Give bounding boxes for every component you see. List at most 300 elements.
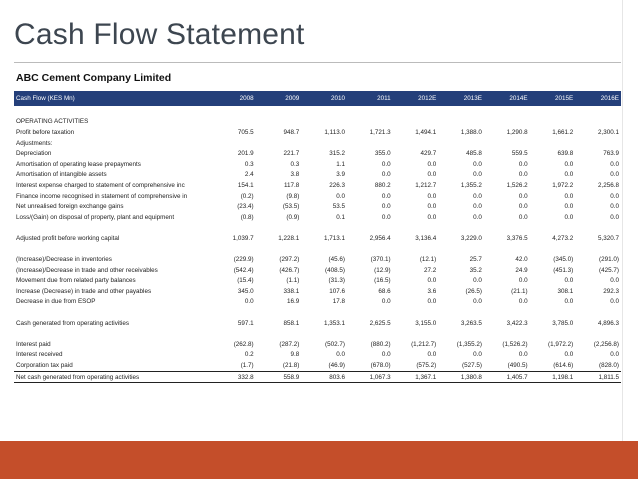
cell-value: 4,896.3 xyxy=(597,319,619,327)
cell-value: 292.3 xyxy=(603,287,619,295)
cell-value: 429.7 xyxy=(420,150,437,158)
cell-value xyxy=(256,117,302,128)
cell-value: 0.0 xyxy=(381,160,391,168)
cell-value: 2,956.4 xyxy=(369,234,391,242)
cell-value: (451.3) xyxy=(553,266,574,274)
cell-value xyxy=(256,307,302,318)
table-row xyxy=(14,191,621,202)
row-label: Amortisation of intangible assets xyxy=(16,171,107,179)
row-label: Amortisation of operating lease prepayments xyxy=(16,160,141,168)
cell-value: 2.4 xyxy=(244,171,254,179)
cell-value: (21.1) xyxy=(511,287,528,295)
cell-value: 0.0 xyxy=(427,298,437,306)
cell-value: 201.9 xyxy=(237,150,254,158)
year-header: 2014E xyxy=(509,95,528,102)
cell-value xyxy=(575,307,621,318)
year-header: 2016E xyxy=(600,95,619,102)
cell-value: (291.0) xyxy=(599,256,619,264)
cell-value: 3,155.0 xyxy=(415,319,437,327)
table-row xyxy=(14,117,621,128)
cell-value: 485.8 xyxy=(466,150,482,158)
cell-value xyxy=(393,106,439,117)
cell-value: 24.9 xyxy=(515,266,528,274)
cell-value: (527.5) xyxy=(461,362,482,370)
cell-value: 0.0 xyxy=(610,192,619,200)
cell-value xyxy=(530,138,576,149)
row-label xyxy=(14,223,210,234)
cell-value: 154.1 xyxy=(237,181,254,189)
cell-value: 16.9 xyxy=(287,298,300,306)
cell-value: 1,494.1 xyxy=(415,128,437,136)
cell-value: 3,263.5 xyxy=(460,319,482,327)
cell-value: 597.1 xyxy=(237,319,254,327)
cell-value: (1,212.7) xyxy=(411,340,437,348)
cell-value: 221.7 xyxy=(283,150,300,158)
cell-value: 68.6 xyxy=(378,287,391,295)
cell-value: (297.2) xyxy=(279,256,300,264)
cell-value: 4,273.2 xyxy=(552,234,574,242)
row-label xyxy=(14,244,210,255)
table-row xyxy=(14,138,621,149)
cell-value xyxy=(210,223,256,234)
table-row xyxy=(14,212,621,223)
cell-value: (1,972.2) xyxy=(548,340,574,348)
cell-value: 0.0 xyxy=(473,213,482,221)
cell-value: 0.0 xyxy=(564,351,574,359)
cell-value: 0.0 xyxy=(381,298,391,306)
cell-value: (0.9) xyxy=(286,213,300,221)
cell-value: 3,376.5 xyxy=(506,234,528,242)
cell-value: 0.0 xyxy=(381,213,391,221)
cell-value: 3,136.4 xyxy=(415,234,437,242)
table-row xyxy=(14,233,621,244)
cell-value: 763.9 xyxy=(603,150,619,158)
cell-value: (1.7) xyxy=(240,362,254,370)
cell-value: 0.0 xyxy=(564,298,574,306)
cell-value: 0.0 xyxy=(518,203,528,211)
cell-value xyxy=(347,223,393,234)
cell-value: 3.9 xyxy=(336,171,345,179)
cell-value: 0.0 xyxy=(610,351,619,359)
cell-value: 1,355.2 xyxy=(460,181,482,189)
row-label: Net unrealised foreign exchange gains xyxy=(16,203,124,211)
cell-value: 0.0 xyxy=(518,298,528,306)
row-label: Adjustments: xyxy=(16,139,53,147)
row-label xyxy=(14,307,210,318)
spacer-row xyxy=(14,328,621,339)
cell-value: 0.0 xyxy=(564,213,574,221)
row-label: Interest received xyxy=(16,351,63,359)
cell-value: 0.0 xyxy=(473,160,482,168)
cell-value: 0.0 xyxy=(564,203,574,211)
cell-value xyxy=(438,307,484,318)
cell-value: 1.1 xyxy=(336,160,345,168)
spacer-row xyxy=(14,106,621,117)
cell-value xyxy=(484,223,530,234)
year-header: 2009 xyxy=(285,95,300,102)
cell-value xyxy=(256,328,302,339)
row-label: Net cash generated from operating activities xyxy=(14,371,210,383)
cell-value: (426.7) xyxy=(279,266,300,274)
cell-value: 1,721.3 xyxy=(369,128,391,136)
cell-value: 0.0 xyxy=(473,277,482,285)
table-row xyxy=(14,276,621,287)
cell-value: (46.9) xyxy=(328,362,345,370)
cell-value xyxy=(484,106,530,117)
cell-value: 0.0 xyxy=(381,192,391,200)
cell-value: 2,300.1 xyxy=(597,128,619,136)
cell-value: (542.4) xyxy=(233,266,254,274)
cell-value: 1,353.1 xyxy=(323,319,345,327)
table-row xyxy=(14,180,621,191)
cell-value: 1,811.5 xyxy=(575,371,621,383)
cell-value: (490.5) xyxy=(507,362,528,370)
cell-value xyxy=(393,328,439,339)
row-label: Decrease in due from ESOP xyxy=(16,298,96,306)
cell-value: 27.2 xyxy=(424,266,437,274)
cell-value: 0.3 xyxy=(244,160,254,168)
cell-value: 1,367.1 xyxy=(393,371,439,383)
cell-value: (21.8) xyxy=(282,362,300,370)
year-header: 2011 xyxy=(377,95,391,102)
cell-value xyxy=(484,117,530,128)
cell-value: 3,229.0 xyxy=(460,234,482,242)
cell-value xyxy=(256,244,302,255)
cell-value: 1,067.3 xyxy=(347,371,393,383)
row-label: Loss/(Gain) on disposal of property, plant and equipment xyxy=(16,213,175,221)
cell-value xyxy=(530,244,576,255)
cell-value: 2,625.5 xyxy=(369,319,391,327)
row-label: Interest paid xyxy=(16,340,51,348)
table-row xyxy=(14,371,621,383)
cell-value: 0.0 xyxy=(610,171,619,179)
cell-value: 3.6 xyxy=(427,287,437,295)
cell-value: 107.6 xyxy=(329,287,345,295)
cell-value: 1,380.8 xyxy=(438,371,484,383)
cell-value xyxy=(301,106,347,117)
row-label xyxy=(14,106,210,117)
cell-value: 0.0 xyxy=(427,203,437,211)
cell-value: 803.6 xyxy=(301,371,347,383)
cell-value: 0.0 xyxy=(427,160,437,168)
cell-value: 1,113.0 xyxy=(324,128,345,136)
cell-value: 0.0 xyxy=(564,160,574,168)
row-label: (Increase)/Decrease in trade and other receivables xyxy=(16,266,158,274)
cell-value: 0.0 xyxy=(518,192,528,200)
cell-value xyxy=(256,106,302,117)
cell-value: 9.8 xyxy=(290,351,300,359)
cell-value xyxy=(575,106,621,117)
row-label: (Increase)/Decrease in inventories xyxy=(16,256,112,264)
cell-value xyxy=(530,223,576,234)
cell-value xyxy=(256,138,302,149)
cell-value xyxy=(210,117,256,128)
cell-value: (678.0) xyxy=(370,362,391,370)
cell-value: 1,290.8 xyxy=(506,128,528,136)
cell-value: 0.0 xyxy=(518,277,528,285)
cell-value: 226.3 xyxy=(329,181,345,189)
cell-value: 1,972.2 xyxy=(552,181,574,189)
cell-value xyxy=(530,106,576,117)
cell-value: (408.5) xyxy=(325,266,345,274)
table-body xyxy=(14,106,621,383)
row-label: Interest expense charged to statement of comprehensive inc xyxy=(16,181,185,189)
cell-value: 0.0 xyxy=(610,160,619,168)
cell-value: (1,355.2) xyxy=(456,340,482,348)
cell-value: (287.2) xyxy=(279,340,300,348)
cell-value: 5,320.7 xyxy=(597,234,619,242)
table-row xyxy=(14,297,621,308)
table-row xyxy=(14,170,621,181)
cell-value: 0.0 xyxy=(610,277,619,285)
table-row xyxy=(14,127,621,138)
cell-value: 705.5 xyxy=(237,128,254,136)
cell-value: (53.5) xyxy=(282,203,300,211)
cell-value: 0.0 xyxy=(473,298,482,306)
cell-value: 3,422.3 xyxy=(506,319,528,327)
cell-value: 1,713.1 xyxy=(323,234,345,242)
cell-value: 0.0 xyxy=(381,203,391,211)
cell-value: (502.7) xyxy=(325,340,345,348)
cell-value: 0.0 xyxy=(564,277,574,285)
cell-value xyxy=(301,328,347,339)
cell-value: 332.8 xyxy=(210,371,256,383)
cell-value: 338.1 xyxy=(283,287,300,295)
cell-value: (1.1) xyxy=(286,277,300,285)
cell-value xyxy=(438,117,484,128)
cell-value: (614.6) xyxy=(553,362,574,370)
cell-value: (45.6) xyxy=(328,256,345,264)
cell-value xyxy=(347,244,393,255)
cell-value: 0.0 xyxy=(427,277,437,285)
cell-value: 0.0 xyxy=(610,213,619,221)
cell-value xyxy=(301,223,347,234)
cell-value: 0.3 xyxy=(290,160,300,168)
cell-value: (262.8) xyxy=(233,340,254,348)
cell-value: (26.5) xyxy=(465,287,482,295)
table-row xyxy=(14,201,621,212)
cell-value: 948.7 xyxy=(283,128,300,136)
cell-value: 35.2 xyxy=(469,266,482,274)
cell-value: 1,661.2 xyxy=(552,128,574,136)
cell-value xyxy=(438,223,484,234)
cell-value xyxy=(393,244,439,255)
row-label: Depreciation xyxy=(16,150,52,158)
cell-value: 0.0 xyxy=(518,351,528,359)
cell-value: 0.0 xyxy=(518,171,528,179)
cell-value: 0.0 xyxy=(473,171,482,179)
year-header: 2012E xyxy=(418,95,437,102)
right-edge-rule xyxy=(622,0,623,479)
cell-value xyxy=(575,138,621,149)
cell-value: 42.0 xyxy=(515,256,528,264)
cell-value xyxy=(301,307,347,318)
cell-value xyxy=(393,307,439,318)
cell-value xyxy=(301,117,347,128)
table-header-row xyxy=(14,91,621,106)
cell-value: (828.0) xyxy=(599,362,619,370)
cell-value: 0.1 xyxy=(336,213,345,221)
cell-value: (1,526.2) xyxy=(502,340,528,348)
cell-value: (2,256.8) xyxy=(593,340,619,348)
table-row xyxy=(14,360,621,371)
table-row xyxy=(14,254,621,265)
cell-value: 345.0 xyxy=(237,287,254,295)
cell-value: 17.8 xyxy=(332,298,345,306)
cell-value xyxy=(484,307,530,318)
row-label: Corporation tax paid xyxy=(16,362,73,370)
year-header: 2015E xyxy=(555,95,574,102)
row-label: Profit before taxation xyxy=(16,128,75,136)
row-label: Adjusted profit before working capital xyxy=(16,234,120,242)
cell-value: 1,198.1 xyxy=(530,371,576,383)
table-row xyxy=(14,148,621,159)
spacer-row xyxy=(14,244,621,255)
cell-value xyxy=(210,307,256,318)
cell-value: 0.0 xyxy=(518,213,528,221)
cell-value: (15.4) xyxy=(237,277,254,285)
cell-value: (0.2) xyxy=(240,192,254,200)
cell-value xyxy=(393,138,439,149)
cell-value: (425.7) xyxy=(599,266,619,274)
row-label: Increase (Decrease) in trade and other payables xyxy=(16,287,152,295)
cell-value: (345.0) xyxy=(553,256,574,264)
cash-flow-table xyxy=(14,91,621,383)
cash-flow-panel xyxy=(14,62,621,383)
cell-value xyxy=(484,244,530,255)
cell-value: 559.5 xyxy=(511,150,528,158)
row-label xyxy=(14,328,210,339)
table-row xyxy=(14,350,621,361)
cell-value xyxy=(256,223,302,234)
header-label: Cash Flow (KES Mn) xyxy=(16,95,75,102)
cell-value: 53.5 xyxy=(332,203,345,211)
cell-value xyxy=(438,244,484,255)
cell-value: 880.2 xyxy=(374,181,391,189)
cell-value: 0.0 xyxy=(610,298,619,306)
cell-value xyxy=(438,106,484,117)
cell-value xyxy=(438,138,484,149)
cell-value xyxy=(484,328,530,339)
cell-value xyxy=(210,328,256,339)
cell-value: 355.0 xyxy=(374,150,391,158)
spacer-row xyxy=(14,307,621,318)
cell-value: 25.7 xyxy=(469,256,482,264)
table-row xyxy=(14,286,621,297)
table-row xyxy=(14,339,621,350)
cell-value xyxy=(393,117,439,128)
cell-value: (9.8) xyxy=(286,192,300,200)
cell-value: (370.1) xyxy=(370,256,391,264)
cell-value: 0.0 xyxy=(610,203,619,211)
table-row xyxy=(14,318,621,329)
cell-value: 0.0 xyxy=(381,351,391,359)
cell-value: 0.0 xyxy=(336,351,345,359)
cell-value: 117.8 xyxy=(284,181,300,189)
cell-value xyxy=(438,328,484,339)
cell-value xyxy=(347,106,393,117)
cell-value: (0.8) xyxy=(240,213,254,221)
cell-value: 3.8 xyxy=(290,171,300,179)
cell-value xyxy=(301,138,347,149)
cell-value: 858.1 xyxy=(283,319,300,327)
table-row xyxy=(14,159,621,170)
year-header: 2008 xyxy=(239,95,254,102)
cell-value: 0.0 xyxy=(381,171,391,179)
footer-accent-bar xyxy=(0,441,638,479)
row-label: OPERATING ACTIVITIES xyxy=(16,118,89,126)
cell-value xyxy=(347,138,393,149)
cell-value: 0.0 xyxy=(427,351,437,359)
cell-value xyxy=(575,117,621,128)
cell-value xyxy=(301,244,347,255)
cell-value xyxy=(575,223,621,234)
cell-value xyxy=(347,307,393,318)
company-name: ABC Cement Company Limited xyxy=(14,62,621,91)
cell-value: (12.9) xyxy=(374,266,391,274)
cell-value: 1,526.2 xyxy=(506,181,528,189)
cell-value: 0.0 xyxy=(473,351,482,359)
cell-value: (229.9) xyxy=(233,256,254,264)
cell-value: 0.0 xyxy=(336,192,345,200)
cell-value: 0.0 xyxy=(427,171,437,179)
cell-value: 0.0 xyxy=(427,213,437,221)
cell-value: 308.1 xyxy=(557,287,574,295)
cell-value: 1,212.7 xyxy=(415,181,437,189)
cell-value xyxy=(530,117,576,128)
cell-value xyxy=(530,307,576,318)
cell-value xyxy=(210,138,256,149)
cell-value: (31.3) xyxy=(328,277,345,285)
cell-value: (12.1) xyxy=(419,256,437,264)
cell-value: 0.0 xyxy=(473,203,482,211)
cell-value xyxy=(484,138,530,149)
cell-value xyxy=(347,328,393,339)
cell-value: (23.4) xyxy=(237,203,254,211)
cell-value: 0.0 xyxy=(518,160,528,168)
cell-value xyxy=(575,328,621,339)
row-label: Cash generated from operating activities xyxy=(16,319,130,327)
cell-value: (16.5) xyxy=(374,277,391,285)
page-title: Cash Flow Statement xyxy=(14,18,305,51)
cell-value: 639.8 xyxy=(557,150,574,158)
cell-value: 558.9 xyxy=(256,371,302,383)
cell-value: 2,256.8 xyxy=(597,181,619,189)
row-label: Movement due from related party balances xyxy=(16,277,136,285)
spacer-row xyxy=(14,223,621,234)
cell-value xyxy=(575,244,621,255)
cell-value xyxy=(393,223,439,234)
cell-value: 0.0 xyxy=(564,192,574,200)
cell-value: 315.2 xyxy=(329,150,345,158)
cell-value: 1,228.1 xyxy=(278,234,300,242)
table-row xyxy=(14,265,621,276)
cell-value xyxy=(530,328,576,339)
cell-value: 0.0 xyxy=(473,192,482,200)
row-label: Finance income recognised in statement of comprehensive in xyxy=(16,192,188,200)
cell-value: 3,785.0 xyxy=(552,319,574,327)
cell-value xyxy=(210,244,256,255)
cell-value: 0.0 xyxy=(244,298,254,306)
cell-value: 0.2 xyxy=(244,351,254,359)
cell-value xyxy=(347,117,393,128)
cell-value: 0.0 xyxy=(564,171,574,179)
year-header: 2010 xyxy=(330,95,345,102)
cell-value xyxy=(210,106,256,117)
cell-value: 1,388.0 xyxy=(460,128,482,136)
cell-value: 1,039.7 xyxy=(232,234,254,242)
cell-value: 0.0 xyxy=(427,192,437,200)
